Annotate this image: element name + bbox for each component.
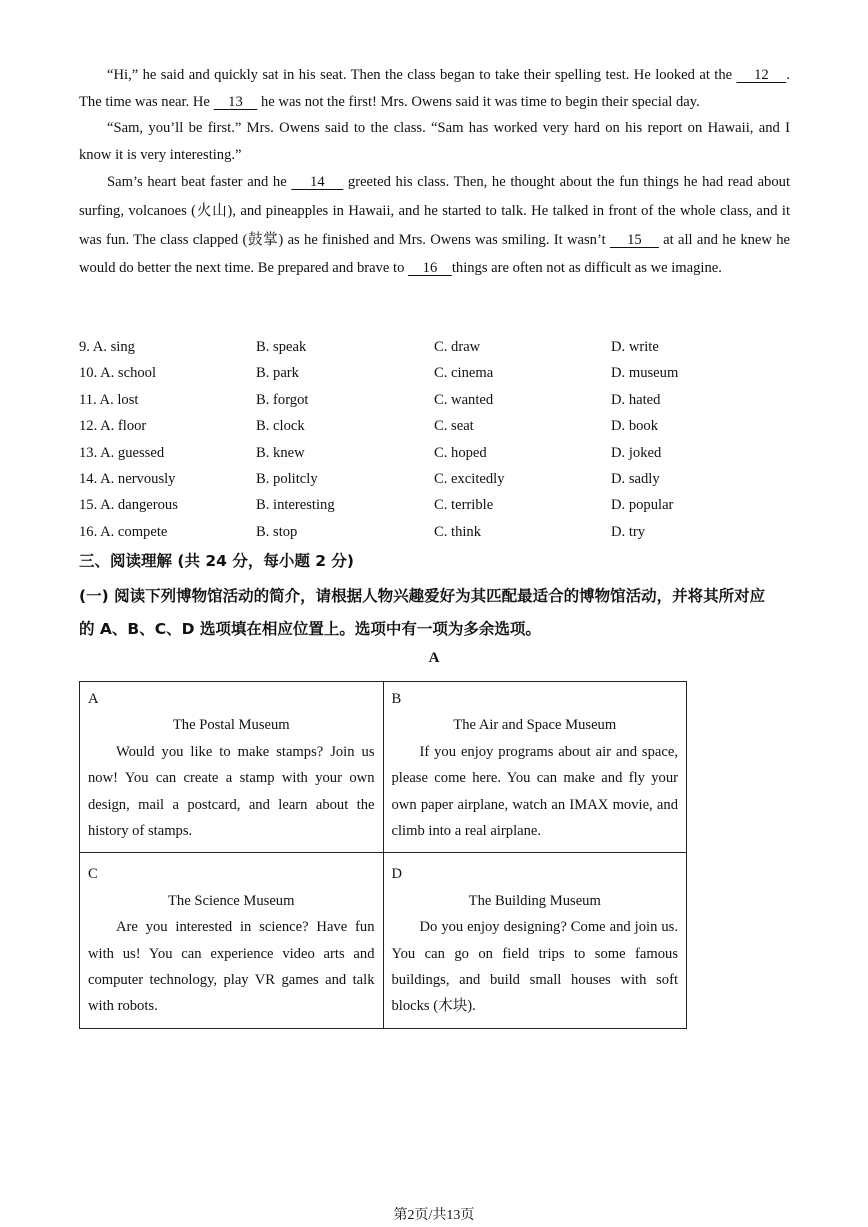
option: B. politcly [256,470,318,487]
option: 13. A. guessed [79,444,165,461]
option: D. sadly [611,470,660,487]
option: B. stop [256,523,298,540]
option: B. park [256,365,299,382]
text-span: he was not the first! Mrs. Owens said it was time to begin their special day. [257,93,700,110]
option: B. knew [256,444,305,461]
museum-cell-b [383,682,687,853]
text-span: “Hi,” he said and quickly sat in his seat. Then the class began to take their spelling test. He looked at the [107,67,737,83]
option: D. book [611,418,659,435]
option: 15. A. dangerous [79,497,178,514]
option: C. wanted [434,391,494,408]
option-row-16 [79,519,790,545]
cell-body: If you enjoy programs about air and space, please come here. You can make and fly your own paper airplane, watch an IMAX movie, and climb into a real airplane. [391,743,678,840]
cell-letter: A [88,691,99,707]
option-row-12 [79,413,790,439]
blank-14: 14 [291,174,344,191]
option-row-13 [79,440,790,466]
cell-title: The Postal Museum [172,717,290,734]
option: D. hated [611,391,661,408]
cell-title: The Science Museum [168,892,295,909]
cell-body: Do you enjoy designing? Come and join us. You can go on field trips to some famous buildings, and build small houses with soft blocks (木块). [391,919,678,1015]
option: C. draw [434,339,481,355]
option: B. clock [256,418,305,435]
option: D. museum [611,365,679,382]
option: B. forgot [256,391,309,408]
section-title: 三、阅读理解 (共 24 分，每小题 2 分) [79,552,355,570]
museum-cell-c [80,853,384,1028]
page-number: 第2页/共13页 [393,1208,475,1223]
option-row-15 [79,492,790,518]
cell-body: Are you interested in science? Have fun with us! You can experience video arts and computer technology, play VR games and talk with robots. [88,919,375,1015]
paragraph-2: “Sam, you’ll be first.” Mrs. Owens said to the class. “Sam has worked very hard on his report on Hawaii, and I know it is very interesting.” [79,120,790,163]
answer-options [79,334,790,545]
option: D. popular [611,497,674,514]
option: D. write [611,339,659,355]
museum-table [79,681,687,1029]
text-span: things are often not as difficult as we imagine. [451,260,722,277]
option-row-9 [79,334,790,360]
cell-letter: D [391,866,403,883]
option-row-14 [79,466,790,492]
option: C. seat [434,418,474,435]
option-row-10 [79,360,790,386]
part-label: A [428,650,440,666]
passage [79,62,790,283]
option: 9. A. sing [79,339,135,355]
cell-letter: B [391,691,402,707]
option: 12. A. floor [79,418,147,435]
text-span: at all and he knew he would do better the next time. Be prepared and brave to [79,231,791,277]
cell-title: The Air and Space Museum [453,717,617,734]
section-instruction: (一) 阅读下列博物馆活动的简介，请根据人物兴趣爱好为其匹配最适合的博物馆活动，并将其所对应的 A、B、C、D 选项填在相应位置上。选项中有一项为多余选项。 [79,587,766,638]
option: C. think [434,523,482,540]
option: C. excitedly [434,470,505,487]
cell-body: Would you like to make stamps? Join us now! You can create a stamp with your own design, mail a postcard, and learn about the history of stamps. [88,743,375,840]
text-span: greeted his class. Then, he thought about the fun things he had read about surfing, volcanoes (火山), and pineapples in Hawaii, and he started to talk. He talked in front of the whole class, and it was fun. The class clapped (鼓掌) as he finished and Mrs. Owens was smiling. It wasn’t [79,174,791,248]
blank-15: 15 [609,231,659,248]
museum-cell-d [383,853,687,1028]
blank-13: 13 [213,93,258,110]
paragraph-1 [79,62,790,115]
option: C. hoped [434,444,487,461]
option: C. cinema [434,365,494,382]
option-row-11 [79,387,790,413]
option: 16. A. compete [79,523,168,540]
blank-12: 12 [736,67,787,83]
cell-title: The Building Museum [468,892,601,909]
option: C. terrible [434,497,494,514]
option: B. interesting [256,497,335,514]
text-span: Sam’s heart beat faster and he [107,174,292,191]
option: D. joked [611,444,662,461]
blank-16: 16 [408,260,452,277]
option: 14. A. nervously [79,470,176,487]
paragraph-3 [79,168,790,282]
option: D. try [611,523,646,540]
cell-letter: C [88,866,98,883]
option: B. speak [256,339,307,355]
option: 10. A. school [79,365,157,382]
option: 11. A. lost [79,391,139,408]
museum-cell-a [80,682,384,853]
text-span: . The time was near. He [79,67,790,110]
